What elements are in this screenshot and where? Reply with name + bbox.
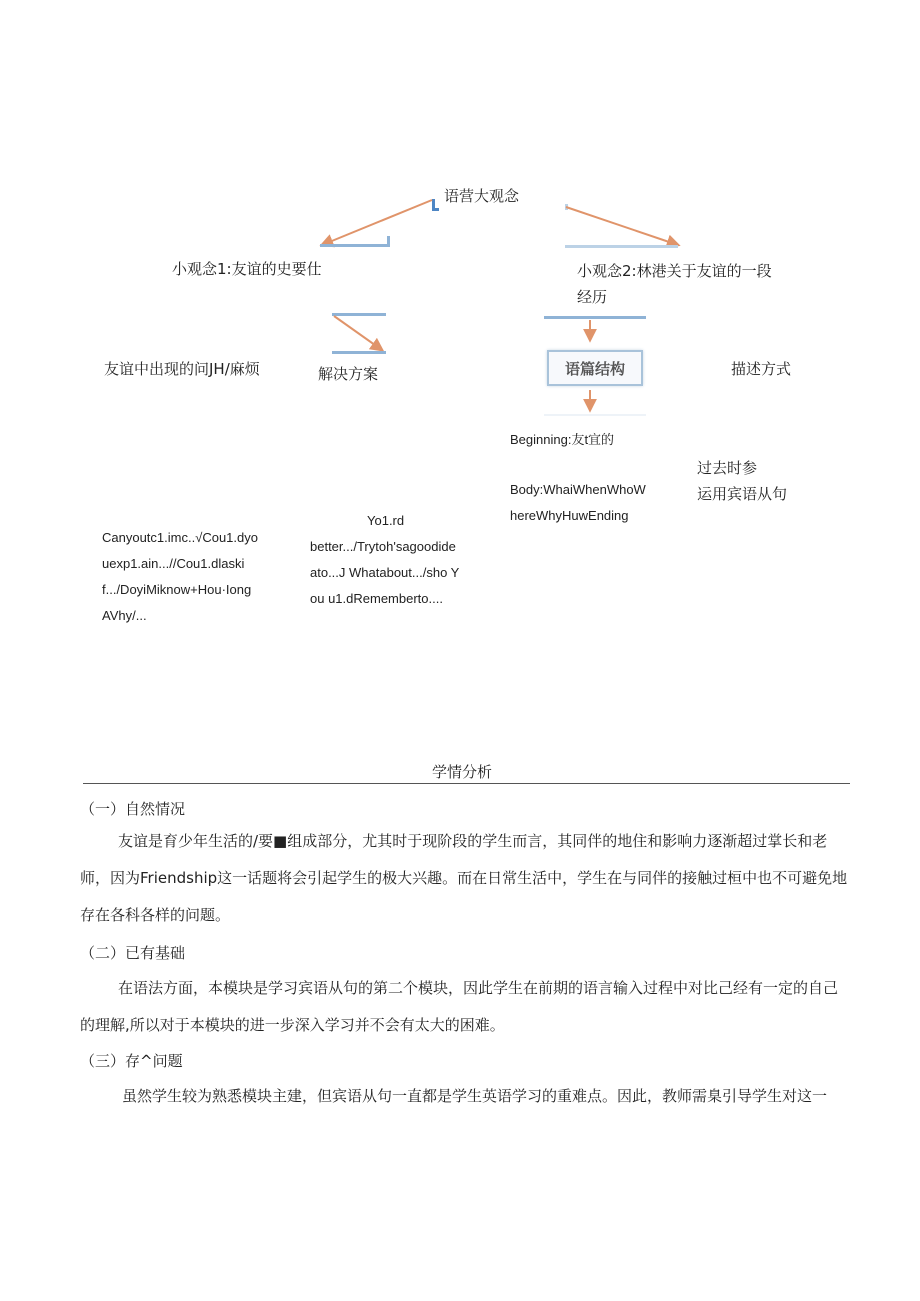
section-rule: [83, 783, 850, 784]
phrases-left: Canyoutc1.imc..√Cou1.dyouexp1.ain...//Cou1.dlaskif.../DoyiMiknow+Hou·IongAVhy/...: [102, 530, 258, 623]
heading-natural: （一）自然情况: [80, 800, 186, 818]
phrases-mid-title: Yo1.rd: [367, 513, 405, 528]
arrow-to-solution: [334, 316, 382, 350]
body-text: Body:WhaiWhenWhoWhereWhyHuwEnding: [510, 482, 646, 523]
solution-label: 解决方案: [318, 365, 379, 383]
arrow-to-concept2: [566, 207, 678, 245]
concept2-label: 小观念2:林港关于友谊的一段经历: [577, 262, 772, 306]
concept1-label: 小观念1:友谊的史要仕: [172, 260, 322, 278]
structure-bar-top: [544, 316, 646, 319]
paragraph-natural: 友谊是育少年生活的/要■组成部分，尤其时于现阶段的学生而言，其同伴的地住和影响力逐渐超过掌长和老师，因为Friendship这一话题将会引起学生的极大兴趣。而在日常生活中，学生在与同伴的接触过桓中也不可避免地存在各科各样的问题。: [80, 832, 848, 924]
solution-bar-top: [332, 313, 386, 316]
heading-foundation: （二）已有基础: [80, 944, 186, 962]
heading-problems: （三）存^问题: [80, 1052, 183, 1070]
describe-label: 描述方式: [731, 360, 792, 378]
paragraph-problems: 虽然学生较为熟悉模块主建，但宾语从句一直都是学生英语学习的重难点。因此，教师需臬引导学生对这一: [122, 1087, 828, 1105]
root-concept: 语营大观念: [444, 187, 520, 205]
concept2-bar: [565, 245, 678, 248]
structure-box: 语篇结构: [547, 350, 643, 386]
tense-text: 过去时参: [697, 459, 758, 477]
paragraph-foundation: 在语法方面，本模块是学习宾语从句的第二个模块，因此学生在前期的语言输入过程中对比己经有一定的自己的理解,所以对于本模块的进一步深入学习并不会有太大的困难。: [80, 979, 839, 1034]
arrow-to-concept1: [322, 200, 432, 245]
clause-text: 运用宾语从句: [697, 485, 788, 503]
section-title: 学情分析: [432, 763, 493, 781]
phrases-mid: better.../Trytoh'sagoodideato...J Whatabout.../sho You u1.dRememberto....: [310, 539, 460, 606]
beginning-text: Beginning:友t宜的: [510, 432, 615, 447]
concept1-bar: [320, 244, 390, 247]
solution-bar-bottom: [332, 351, 386, 354]
problem-label: 友谊中出现的问JH/麻烦: [104, 360, 260, 378]
